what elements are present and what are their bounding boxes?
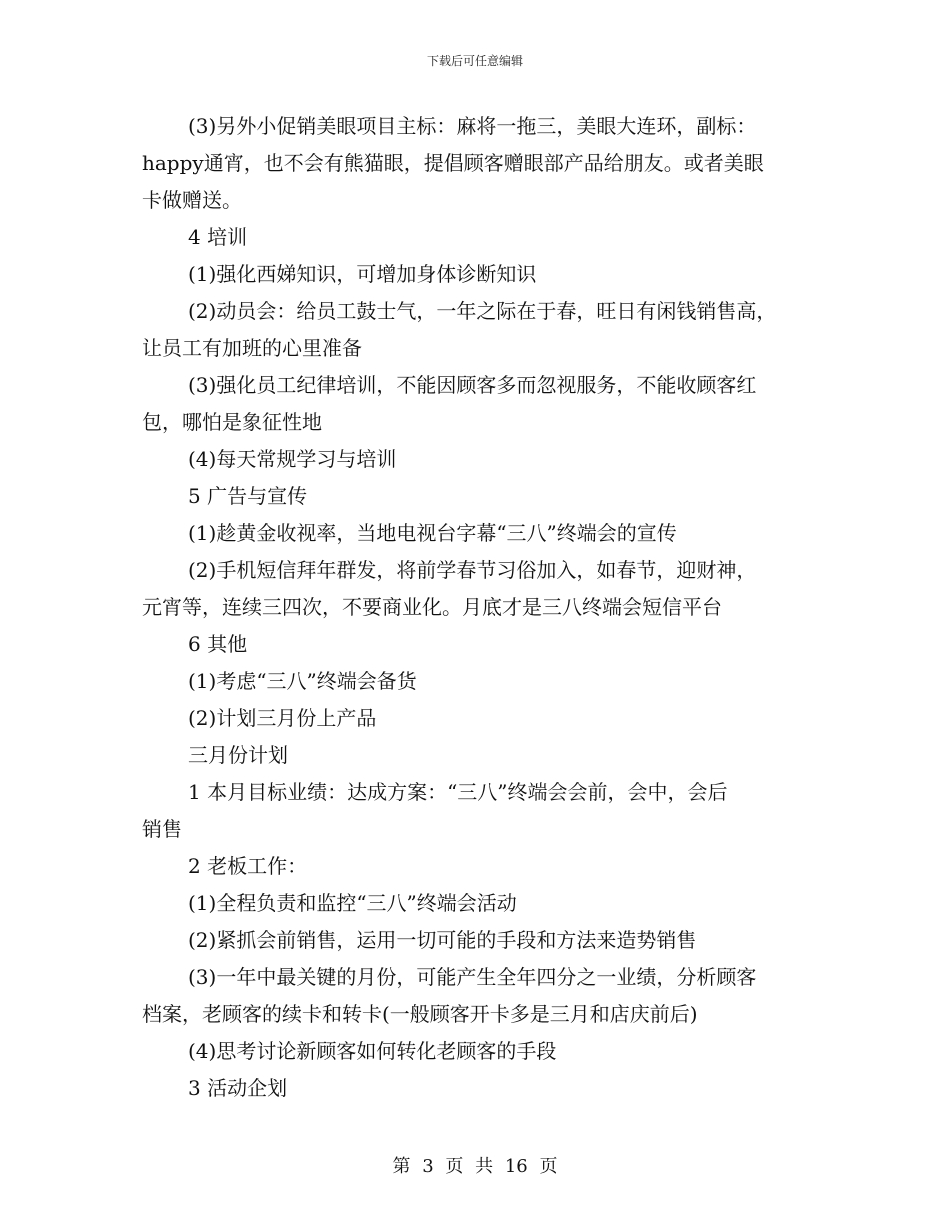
text-line-1: (3)另外小促销美眼项目主标：麻将一拖三，美眼大连环，副标： — [188, 114, 757, 138]
text-line-24: (3)一年中最关键的月份，可能产生全年四分之一业绩，分析顾客 — [188, 965, 757, 989]
text-line-15: 6 其他 — [188, 632, 248, 656]
text-line-4: 4 培训 — [188, 225, 248, 249]
text-line-22: (1)全程负责和监控“三八”终端会活动 — [188, 891, 517, 915]
text-line-5: (1)强化西娣知识，可增加身体诊断知识 — [188, 262, 537, 286]
text-line-12: (1)趁黄金收视率，当地电视台字幕“三八”终端会的宣传 — [188, 521, 677, 545]
text-line-10: (4)每天常规学习与培训 — [188, 447, 397, 471]
text-line-7: 让员工有加班的心里准备 — [142, 336, 362, 360]
text-line-8: (3)强化员工纪律培训，不能因顾客多而忽视服务，不能收顾客红 — [188, 373, 757, 397]
text-line-27: 3 活动企划 — [188, 1076, 288, 1100]
text-line-3: 卡做赠送。 — [142, 188, 242, 212]
text-line-13: (2)手机短信拜年群发，将前学春节习俗加入，如春节，迎财神， — [188, 558, 757, 582]
text-line-17: (2)计划三月份上产品 — [188, 706, 377, 730]
text-line-25: 档案，老顾客的续卡和转卡(一般顾客开卡多是三月和店庆前后) — [142, 1002, 698, 1026]
text-line-9: 包，哪怕是象征性地 — [142, 410, 322, 434]
document-body — [142, 108, 822, 1107]
text-line-26: (4)思考讨论新顾客如何转化老顾客的手段 — [188, 1039, 557, 1063]
text-line-2: happy通宵，也不会有熊猫眼，提倡顾客赠眼部产品给朋友。或者美眼 — [142, 151, 764, 175]
text-line-6: (2)动员会：给员工鼓士气，一年之际在于春，旺日有闲钱销售高， — [188, 299, 777, 323]
text-line-14: 元宵等，连续三四次，不要商业化。月底才是三八终端会短信平台 — [142, 595, 722, 619]
page-footer: 第 3 页 共 16 页 — [392, 1156, 558, 1177]
text-line-11: 5 广告与宣传 — [188, 484, 308, 508]
text-line-18: 三月份计划 — [188, 743, 288, 767]
page-header: 下载后可任意编辑 — [426, 54, 523, 68]
text-line-20: 销售 — [142, 817, 182, 841]
text-line-23: (2)紧抓会前销售，运用一切可能的手段和方法来造势销售 — [188, 928, 697, 952]
text-line-21: 2 老板工作： — [188, 854, 308, 878]
text-line-16: (1)考虑“三八”终端会备货 — [188, 669, 417, 693]
text-line-19: 1 本月目标业绩：达成方案：“三八”终端会会前，会中，会后 — [188, 780, 728, 804]
